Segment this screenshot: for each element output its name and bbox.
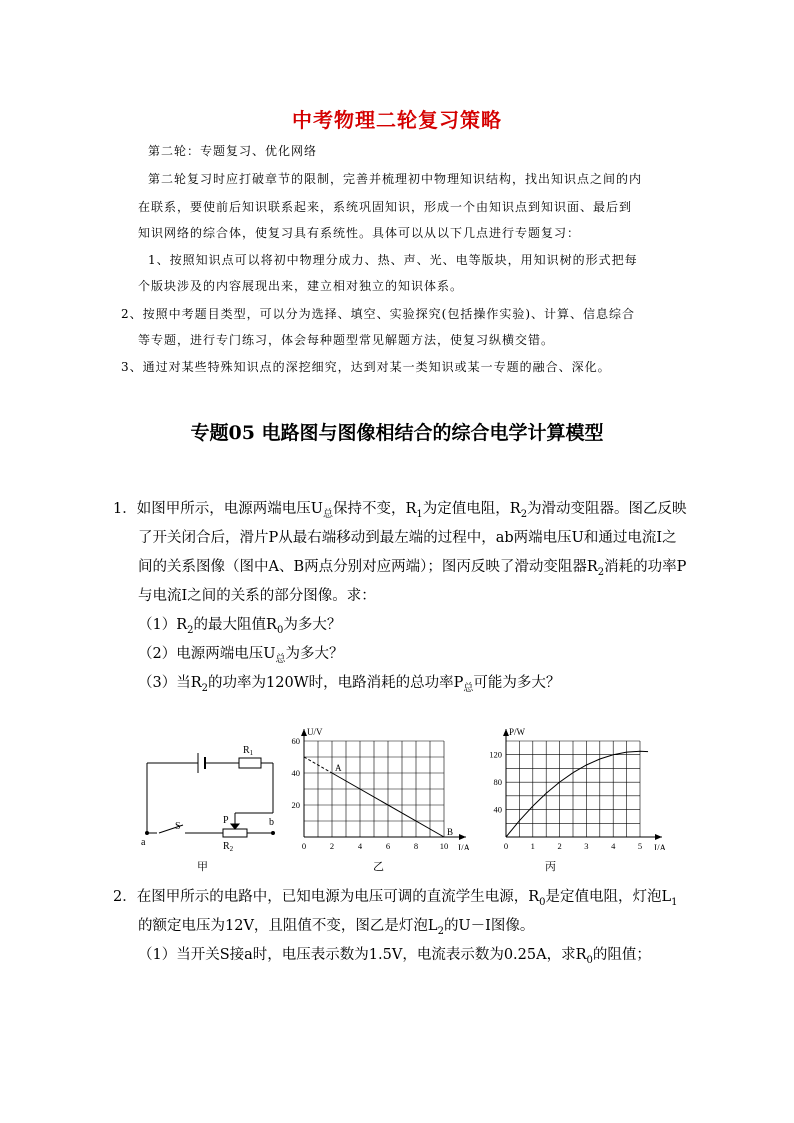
r1-label: $R_1$ — [243, 745, 254, 757]
q1-text: （3）当R — [138, 675, 202, 691]
q1-text: 为多大？ — [285, 646, 344, 662]
intro-item-2-line-1: 2、按照中考题目类型，可以分为选择、填空、实验探究(包括操作实验)、计算、信息综合 — [121, 307, 636, 321]
q1-line-4: 与电流I之间的关系的部分图像。求： — [138, 588, 376, 604]
terminal-a-label: a — [141, 837, 146, 848]
figure-bing-caption: 丙 — [545, 860, 556, 873]
q1-subquestion-1 — [138, 612, 341, 644]
q2-line-1 — [113, 884, 678, 916]
q1-line-2: 了开关闭合后，滑片P从最右端移动到最左端的过程中，ab两端电压U和通过电流I之 — [138, 530, 677, 546]
switch-label: S — [175, 821, 181, 832]
q2-text: 是定值电阻，灯泡L — [545, 889, 672, 905]
q1-line-3 — [138, 554, 686, 586]
figure-yi-caption: 乙 — [373, 860, 384, 873]
x-tick-label: 1 — [530, 841, 535, 850]
resistor-r1 — [239, 758, 261, 768]
page-title: 中考物理二轮复习策略 — [292, 108, 502, 132]
y-tick-label: 20 — [291, 800, 300, 810]
y-tick-label: 40 — [493, 804, 502, 815]
q1-text: 为多大？ — [283, 617, 342, 633]
intro-item-3: 3、通过对某些特殊知识点的深挖细究，达到对某一类知识或某一专题的融合、深化。 — [121, 360, 611, 374]
q1-text: （1）R — [138, 617, 188, 633]
subscript: 2 — [520, 508, 528, 520]
slider-arrow — [231, 824, 239, 829]
q1-subquestion-3 — [138, 670, 560, 702]
section-title: 专题05 电路图与图像相结合的综合电学计算模型 — [190, 422, 604, 444]
subscript: 0 — [539, 896, 546, 908]
x-tick-label: 10 — [439, 841, 449, 850]
q1-text: 为定值电阻，R — [422, 501, 521, 517]
terminal-b-label: b — [269, 817, 274, 828]
q1-text: 间的关系图像（图中A、B两点分别对应两端）；图丙反映了滑动变阻器R — [138, 559, 598, 575]
subscript: 1 — [416, 508, 423, 520]
x-axis-arrow — [459, 834, 466, 840]
subscript: 2 — [187, 624, 194, 636]
y-tick-label: 40 — [291, 768, 300, 778]
q1-text: 可能为多大？ — [473, 675, 561, 691]
x-axis-arrow — [655, 834, 662, 840]
subscript: 1 — [671, 896, 678, 908]
x-tick-label: 4 — [611, 841, 616, 850]
intro-paragraph-line-1: 第二轮复习时应打破章节的限制，完善并梳理初中物理知识结构，找出知识点之间的内 — [148, 172, 643, 186]
x-tick-label: 2 — [329, 841, 335, 850]
q2-line-2 — [138, 913, 534, 945]
x-tick-label: 5 — [637, 841, 643, 850]
x-tick-label: 8 — [413, 841, 419, 850]
slider-label: P — [223, 815, 229, 826]
subscript: 2 — [597, 566, 605, 578]
x-axis-label: I/A — [458, 843, 470, 850]
q2-text: 的U－I图像。 — [443, 918, 535, 934]
x-tick-label: 4 — [357, 841, 363, 850]
q1-text: 如图甲所示，电源两端电压U — [136, 501, 323, 517]
y-tick-label: 80 — [493, 777, 502, 788]
subscript: 2 — [201, 682, 209, 694]
chart-bing — [486, 715, 686, 850]
intro-paragraph-line-3: 知识网络的综合体，使复习具有系统性。具体可以从以下几点进行专题复习： — [138, 226, 581, 240]
intro-item-1-line-1: 1、按照知识点可以将初中物理分成力、热、声、光、电等版块，用知识树的形式把每 — [148, 253, 638, 267]
q1-text: 的最大阻值R — [193, 617, 277, 633]
r2-label: $R_2$ — [223, 841, 234, 853]
subscript: 总 — [275, 653, 286, 665]
subscript: 总 — [463, 682, 474, 694]
q2-text: （1）当开关S接a时，电压表示数为1.5V，电流表示数为0.25A，求R — [138, 947, 587, 963]
terminal-a — [146, 832, 149, 835]
intro-subtitle: 第二轮：专题复习、优化网络 — [148, 144, 318, 158]
intro-paragraph-line-2: 在联系，要使前后知识联系起来，系统巩固知识，形成一个由知识点到知识面、最后到 — [138, 200, 633, 214]
point-annotation: B — [447, 827, 454, 837]
terminal-b — [272, 832, 275, 835]
y-axis-label: P/W — [509, 727, 526, 737]
x-tick-label: 0 — [503, 841, 509, 850]
x-tick-label: 6 — [385, 841, 391, 850]
q2-number: 2． — [113, 889, 137, 905]
point-annotation: A — [335, 763, 342, 773]
x-tick-label: 2 — [557, 841, 562, 850]
intro-item-2-line-2: 等专题，进行专门练习，体会每种题型常见解题方法，使复习纵横交错。 — [138, 333, 555, 347]
x-tick-label: 0 — [301, 841, 307, 850]
intro-item-1-line-2: 个版块涉及的内容展现出来，建立相对独立的知识体系。 — [138, 279, 464, 293]
y-tick-label: 120 — [489, 749, 502, 760]
q1-text: 消耗的功率P — [604, 559, 687, 575]
x-axis-label: I/A — [654, 843, 666, 850]
circuit-diagram-jia — [135, 735, 285, 875]
y-tick-label: 60 — [291, 736, 300, 746]
q1-text: 的功率为120W时，电路消耗的总功率P — [208, 675, 464, 691]
q1-text: 保持不变，R — [332, 501, 417, 517]
q1-text: （2）电源两端电压U — [138, 646, 276, 662]
q1-line-1 — [113, 496, 687, 528]
figure-jia-caption: 甲 — [197, 860, 208, 873]
q2-subquestion-1 — [138, 942, 651, 974]
subscript: 总 — [322, 508, 333, 520]
q1-subquestion-2 — [138, 641, 343, 673]
subscript: 2 — [437, 925, 444, 937]
q2-text: 的阻值； — [592, 947, 651, 963]
chart-yi — [288, 715, 488, 850]
rheostat-r2 — [223, 829, 247, 837]
x-tick-label: 3 — [584, 841, 589, 850]
q2-text: 的额定电压为12V，且阻值不变，图乙是灯泡L — [138, 918, 438, 934]
q1-text: 为滑动变阻器。图乙反映 — [527, 501, 687, 517]
q1-number: 1． — [113, 501, 137, 517]
q2-text: 在图甲所示的电路中，已知电源为电压可调的直流学生电源，R — [136, 889, 540, 905]
subscript: 0 — [276, 624, 284, 636]
y-axis-label: U/V — [307, 727, 323, 737]
subscript: 0 — [586, 954, 593, 966]
